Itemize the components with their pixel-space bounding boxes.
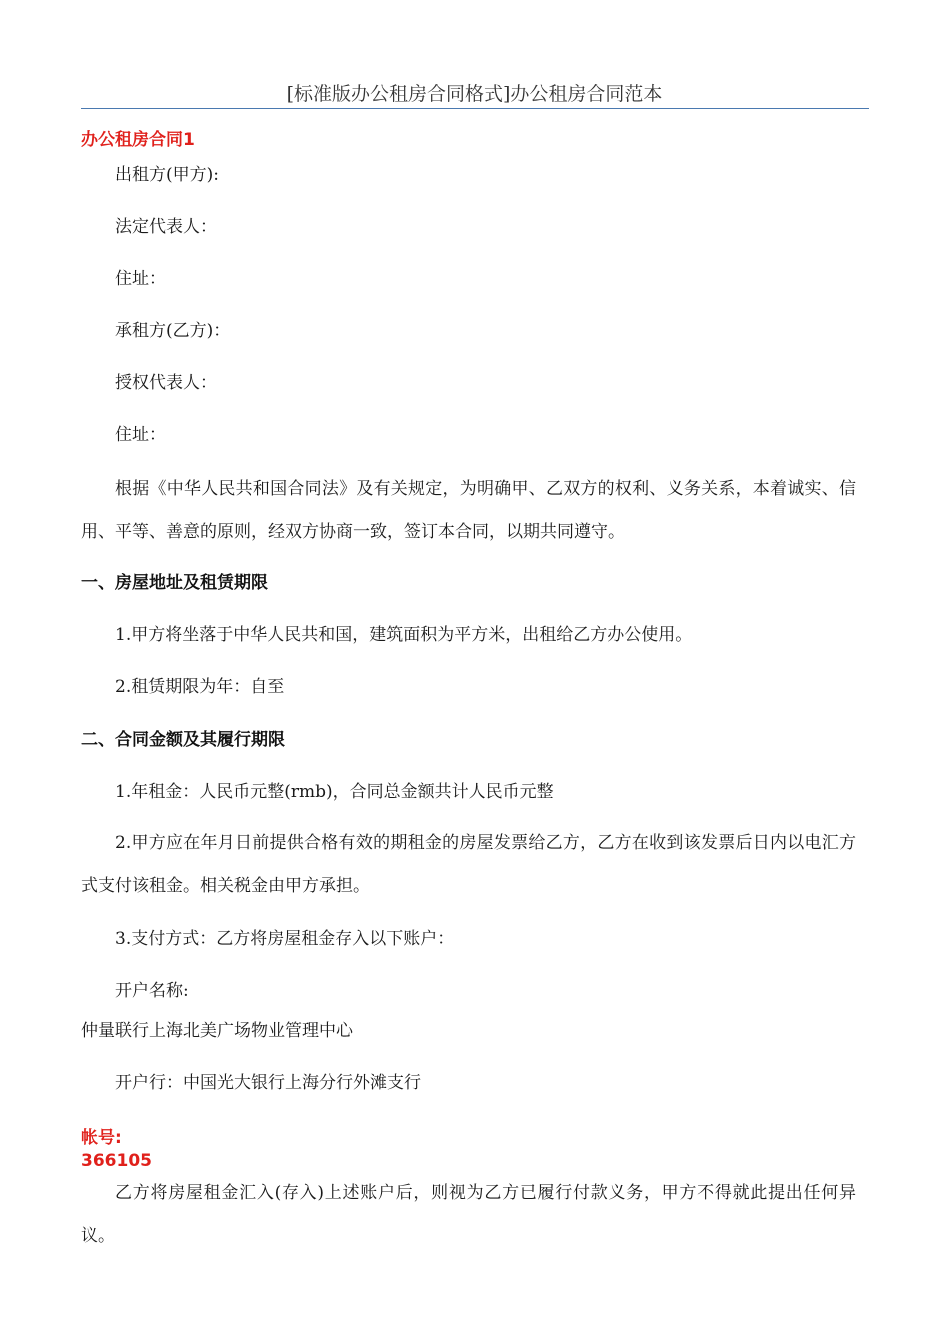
contract-title: 办公租房合同1 <box>81 130 195 150</box>
account-name: 仲量联行上海北美广场物业管理中心 <box>81 1021 353 1041</box>
account-name-label: 开户名称: <box>115 981 189 1001</box>
section-2-heading: 二、合同金额及其履行期限 <box>81 730 285 750</box>
account-number: 366105 <box>81 1151 152 1171</box>
party-lessee: 承租方(乙方)： <box>115 321 231 341</box>
party-lessee-representative: 授权代表人： <box>115 373 217 393</box>
party-lessor-representative: 法定代表人： <box>115 217 217 237</box>
party-lessor-address: 住址： <box>115 269 166 289</box>
party-lessee-address: 住址： <box>115 425 166 445</box>
section-2-item-2: 2.甲方应在年月日前提供合格有效的期租金的房屋发票给乙方，乙方在收到该发票后日内以电汇方式支付该租金。相关税金由甲方承担。 <box>81 833 856 896</box>
section-2-item-1: 1.年租金：人民币元整(rmb)，合同总金额共计人民币元整 <box>115 782 554 802</box>
section-2-item-3: 3.支付方式：乙方将房屋租金存入以下账户： <box>115 929 455 949</box>
bank-name: 开户行：中国光大银行上海分行外滩支行 <box>115 1073 421 1093</box>
section-1-item-1: 1.甲方将坐落于中华人民共和国，建筑面积为平方米，出租给乙方办公使用。 <box>115 625 693 645</box>
party-lessor: 出租方(甲方): <box>115 165 219 185</box>
section-1-heading: 一、房屋地址及租赁期限 <box>81 573 268 593</box>
payment-closing-paragraph: 乙方将房屋租金汇入(存入)上述账户后，则视为乙方已履行付款义务，甲方不得就此提出任何异议。 <box>81 1183 856 1246</box>
header-divider <box>81 108 869 109</box>
page-header-title: [标准版办公租房合同格式]办公租房合同范本 <box>286 83 663 105</box>
account-number-label: 帐号: <box>81 1128 122 1148</box>
intro-paragraph: 根据《中华人民共和国合同法》及有关规定，为明确甲、乙双方的权利、义务关系，本着诚实、信用、平等、善意的原则，经双方协商一致，签订本合同，以期共同遵守。 <box>81 479 856 542</box>
section-1-item-2: 2.租赁期限为年：自至 <box>115 677 285 697</box>
